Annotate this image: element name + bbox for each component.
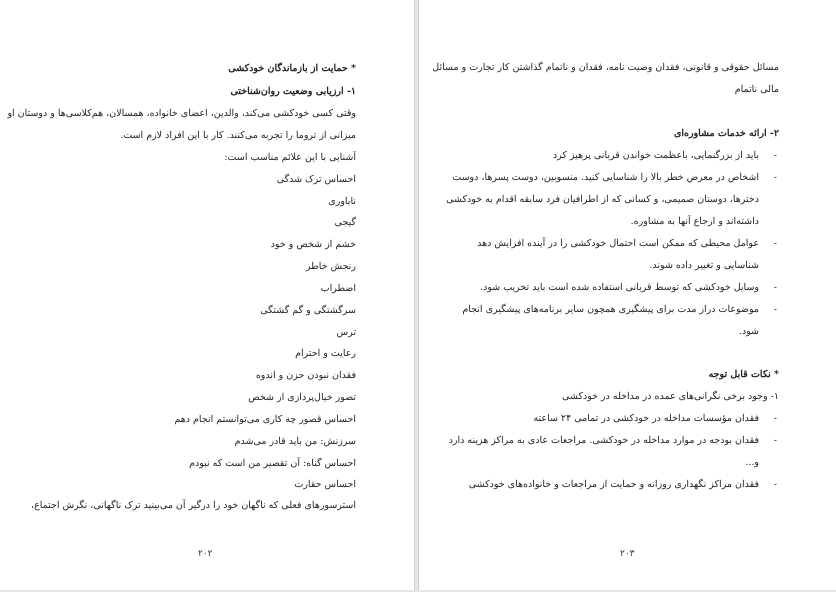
section-heading: ۲- ارائه خدمات مشاوره‌ای: [673, 128, 779, 139]
list-item-line: فقدان مؤسسات مداخله در خودکشی در تمامی ۲۴ ساعته: [533, 413, 759, 424]
list-item-line: عوامل محیطی که ممکن است احتمال خودکشی را در آینده افزایش دهد: [477, 238, 759, 249]
bullet-dash: -: [773, 413, 777, 424]
symptom-item: احساس حقارت: [294, 479, 356, 490]
symptom-item: احساس ترک شدگی: [276, 174, 356, 185]
symptom-item: احساس قصور چه کاری می‌توانستم انجام دهم: [174, 414, 356, 425]
symptom-item: احساس گناه: آن تقصیر من است که نبودم: [189, 458, 356, 469]
paragraph-line: وقتی کسی خودکشی می‌کند، والدین، اعضای خانواده، همسالان، هم‌کلاسی‌ها و دوستان او: [7, 108, 356, 119]
page-right: [418, 0, 836, 590]
bullet-dash: -: [773, 172, 777, 183]
list-item-line: باید از بزرگنمایی، باعظمت خواندن قربانی پرهیز کرد: [552, 150, 759, 161]
page-number: ۲۰۲: [198, 549, 213, 559]
bullet-dash: -: [773, 150, 777, 161]
symptom-item: تصور خیال‌پردازی از شخص: [248, 392, 356, 403]
symptom-item: رنجش خاطر: [305, 261, 356, 272]
bullet-dash: -: [773, 435, 777, 446]
list-item-line: شود.: [738, 326, 759, 337]
list-item-line: وسایل خودکشی که توسط قربانی استفاده شده است باید تخریب شود.: [480, 282, 759, 293]
page-left: [0, 0, 415, 590]
list-item-line: فقدان مراکز نگهداری روزانه و حمایت از مراجعات و خانواده‌های خودکشی: [468, 479, 759, 490]
bullet-dash: -: [773, 282, 777, 293]
list-item-line: و...: [745, 457, 759, 468]
symptom-item: گیجی: [334, 217, 356, 228]
bullet-dash: -: [773, 304, 777, 315]
symptom-item: ناباوری: [328, 196, 356, 207]
bullet-dash: -: [773, 479, 777, 490]
symptom-item: رعایت و احترام: [295, 348, 356, 359]
paragraph-line: استرسورهای فعلی که ناگهان خود را درگیر آن می‌بینید ترک ناگهانی، نگرش اجتماع،: [31, 500, 356, 511]
subsection-heading: ۱- ارزیابی وضعیت روان‌شناختی: [230, 86, 356, 97]
list-item-line: دخترها، دوستان صمیمی، و کسانی که از اطرافیان فرد سابقه اقدام به خودکشی: [446, 194, 759, 205]
section-heading: * نکات قابل توجه: [708, 369, 779, 380]
numbered-item: ۱- وجود برخی نگرانی‌های عمده در مداخله در خودکشی: [562, 391, 779, 402]
bullet-dash: -: [773, 238, 777, 249]
list-item-line: داشته‌اند و ارجاع آنها به مشاوره.: [630, 216, 759, 227]
list-item-line: موضوعات دراز مدت برای پیشگیری همچون سایر برنامه‌های پیشگیری انجام: [462, 304, 759, 315]
list-item-line: فقدان بودجه در موارد مداخله در خودکشی. مراجعات عادی به مراکز هزینه دارد: [448, 435, 759, 446]
section-heading: * حمایت از بازماندگان خودکشی: [228, 63, 356, 74]
symptom-item: خشم از شخص و خود: [270, 239, 356, 250]
list-item-line: اشخاص در معرض خطر بالا را شناسایی کنید. منسوبین، دوست پسرها، دوست: [452, 172, 759, 183]
symptom-item: سرزنش: من باید قادر می‌شدم: [234, 436, 356, 447]
paragraph-line: آشنایی با این علائم مناسب است:: [224, 152, 356, 163]
symptom-item: اضطراب: [320, 283, 356, 294]
page-number: ۲۰۳: [620, 549, 635, 559]
symptom-item: سرگشتگی و گم گشتگی: [260, 305, 356, 316]
paragraph-line: مالی ناتمام: [734, 84, 779, 95]
symptom-item: فقدان نبودن حزن و اندوه: [255, 370, 356, 381]
symptom-item: ترس: [336, 327, 356, 338]
paragraph-line: میزانی از تروما را تجربه می‌کنند. کار با این افراد لازم است.: [120, 130, 356, 141]
paragraph-line: مسائل حقوقی و قانونی، فقدان وصیت نامه، فقدان و ناتمام گذاشتن کار تجارت و مسائل: [432, 62, 779, 73]
list-item-line: شناسایی و تغییر داده شوند.: [649, 260, 759, 271]
